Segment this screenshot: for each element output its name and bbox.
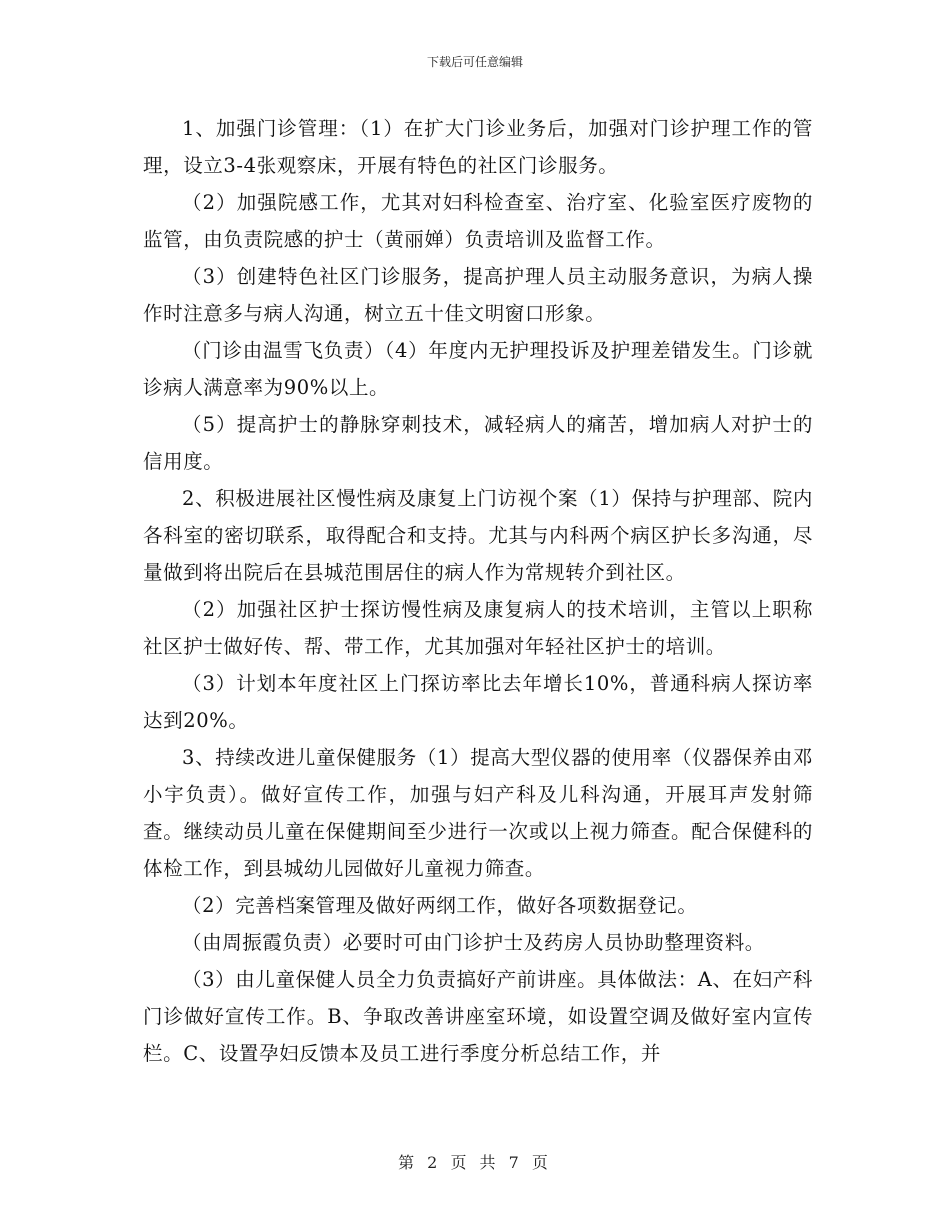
paragraph-9: 3、持续改进儿童保健服务（1）提高大型仪器的使用率（仪器保养由邓小宇负责）。做好宣传工作，加强与妇产科及儿科沟通，开展耳声发射筛查。继续动员儿童在保健期间至少进行一次或以上视力筛查。配合保健科的体检工作，到县城幼儿园做好儿童视力筛查。	[143, 746, 813, 880]
paragraph-5: （5）提高护士的静脉穿刺技术，减轻病人的痛苦，增加病人对护士的信用度。	[143, 413, 813, 473]
paragraph-10: （2）完善档案管理及做好两纲工作，做好各项数据登记。	[182, 894, 698, 917]
document-body	[143, 110, 813, 1072]
paragraph-12: （3）由儿童保健人员全力负责搞好产前讲座。具体做法：A、在妇产科门诊做好宣传工作。B、争取改善讲座室环境，如设置空调及做好室内宣传栏。C、设置孕妇反馈本及员工进行季度分析总结工作，并	[143, 968, 813, 1065]
page-footer: 第 2 页 共 7 页	[398, 1153, 552, 1172]
paragraph-1: 1、加强门诊管理：（1）在扩大门诊业务后，加强对门诊护理工作的管理，设立3-4张观察床，开展有特色的社区门诊服务。	[143, 117, 813, 177]
paragraph-11: （由周振霞负责）必要时可由门诊护士及药房人员协助整理资料。	[182, 931, 765, 954]
paragraph-2: （2）加强院感工作，尤其对妇科检查室、治疗室、化验室医疗废物的监管，由负责院感的护士（黄丽婵）负责培训及监督工作。	[143, 191, 813, 251]
paragraph-8: （3）计划本年度社区上门探访率比去年增长10%，普通科病人探访率达到20%。	[143, 672, 813, 732]
paragraph-3: （3）创建特色社区门诊服务，提高护理人员主动服务意识，为病人操作时注意多与病人沟通，树立五十佳文明窗口形象。	[143, 265, 813, 325]
paragraph-4: （门诊由温雪飞负责）（4）年度内无护理投诉及护理差错发生。门诊就诊病人满意率为90%以上。	[143, 339, 813, 399]
paragraph-7: （2）加强社区护士探访慢性病及康复病人的技术培训，主管以上职称社区护士做好传、帮、带工作，尤其加强对年轻社区护士的培训。	[143, 598, 813, 658]
paragraph-6: 2、积极进展社区慢性病及康复上门访视个案（1）保持与护理部、院内各科室的密切联系，取得配合和支持。尤其与内科两个病区护长多沟通，尽量做到将出院后在县城范围居住的病人作为常规转介到社区。	[143, 487, 813, 584]
page-header: 下载后可任意编辑	[426, 55, 523, 69]
